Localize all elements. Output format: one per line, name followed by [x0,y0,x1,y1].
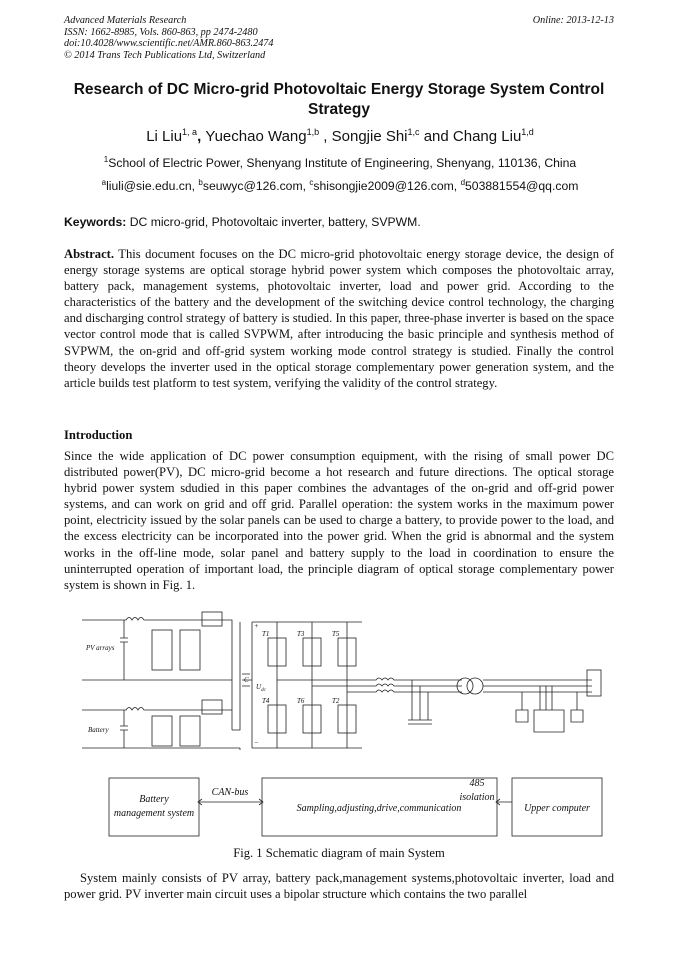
battery-label: Battery [88,726,109,734]
figure-caption: Fig. 1 Schematic diagram of main System [233,846,445,860]
bms-label-line1: Battery [139,794,169,805]
pv-arrays-label: PV arrays [86,644,115,652]
paper-title: Research of DC Micro-grid Photovoltaic Energy Storage System Control Strategy [73,81,605,118]
switch-label: T6 [297,697,305,705]
email-list [40,178,640,193]
author-sup: 1,c [407,127,420,137]
plus-sign: + [254,622,259,630]
doi: doi:10.4028/www.scientific.net/AMR.860-863.2474 [64,38,274,50]
email: seuwyc@126.com, [202,179,310,194]
author-sup: 1,b [306,127,320,137]
email-sup: c [309,178,314,187]
upper-computer-label: Upper computer [524,803,590,814]
abstract-label: Abstract. [64,247,115,261]
affiliation-sup: 1 [103,155,109,164]
isolation-label-line2: isolation [459,792,495,803]
schematic-figure [82,610,612,840]
email-sup: b [198,178,203,187]
section-heading-introduction: Introduction [64,428,133,442]
abstract-text: This document focuses on the DC micro-grid photovoltaic energy storage device, the design of energy storage systems are optical storage hybrid power system which composes the photovoltaic array, battery pack, management systems, photovoltaic inverter, load and power grid. According to the characteristics of the battery and the development of the switching device control technology, the charging and discharging control strategy of battery is studied. In this paper, three-phase inverter is based on the space vector control mode that is called SVPWM, after introducing the basic principle and synthesis method of SVPWM, the on-grid and off-grid system working mode control strategy is studied. Finally the control theory develops the inverter used in the optical storage complementary power generation system, and the article builds test platform to test system, verifying the validity of the control strategy. [64,247,614,390]
keywords-label: Keywords: [64,215,127,229]
introduction-paragraph: Since the wide application of DC power consumption equipment, with the rising of small power DC distributed power(PV), DC micro-grid become a hot research and future directions. The optical storage hybrid power system sdudied in this paper combines the advantages of the on-grid and off-grid power systems, and can work on grid and off grid. Parallel operation: the system works in the maximum power point, electricity issued by the solar panels can be used to charge a battery, to provide power to the load, and the excess electricity can be incorporated into the power grid. When the grid is abnormal and the system works in the off-line mode, solar panel and battery supply to the load in coordination to ensure the uninterrupted operation of important load, the principle diagram of optical storage complementary power system is shown in Fig. 1. [64,449,614,592]
keywords [64,215,614,229]
author-list [40,127,640,145]
author-sep: and [419,128,453,145]
switch-label: T2 [332,697,340,705]
author-name: Yuechao Wang [205,128,307,145]
capacitor-label: C [244,676,249,684]
issn: ISSN: 1662-8985, Vols. 860-863, pp 2474-2480 [64,26,258,38]
body-paragraph: System mainly consists of PV array, battery pack,management systems,photovoltaic inverter, load and power grid. PV inverter main circuit uses a bipolar structure which contains the two parallel [64,871,614,902]
email: shisongjie2009@126.com, [313,179,461,194]
dc-voltage-subscript: dc [261,688,266,693]
author-name: Songjie Shi [331,128,408,145]
abstract [64,246,614,391]
controller-label: Sampling,adjusting,drive,communication [296,803,462,814]
minus-sign: − [254,739,259,747]
email-sup: d [460,178,466,187]
author-sup: 1, a [182,127,198,137]
journal-name: Advanced Materials Research [64,15,187,26]
isolation-label-line1: 485 [469,778,485,789]
email: 503881554@qq.com [465,179,579,194]
author-sep: , [319,128,332,145]
author-name: Chang Liu [452,128,522,145]
author-sep: , [197,128,206,145]
switch-label: T1 [262,630,270,638]
journal-header [64,15,614,61]
dc-voltage-symbol: U [256,683,262,691]
canbus-label: CAN-bus [211,787,249,798]
dc-voltage-label [256,683,267,693]
affiliation-text: School of Electric Power, Shenyang Institute of Engineering, Shenyang, 110136, China [108,156,577,171]
bms-label-line2: management system [113,808,195,819]
affiliation [40,155,640,170]
email: liuli@sie.edu.cn, [106,179,199,194]
switch-label: T5 [332,630,340,638]
email-sup: a [101,178,107,187]
copyright: © 2014 Trans Tech Publications Ltd, Switzerland [64,49,266,61]
keywords-text: DC micro-grid, Photovoltaic inverter, battery, SVPWM. [126,215,421,229]
switch-label: T4 [262,697,270,705]
author-sup: 1,d [521,127,534,137]
online-date: Online: 2013-12-13 [532,15,614,26]
author-name: Li Liu [146,128,183,145]
switch-label: T3 [297,630,305,638]
